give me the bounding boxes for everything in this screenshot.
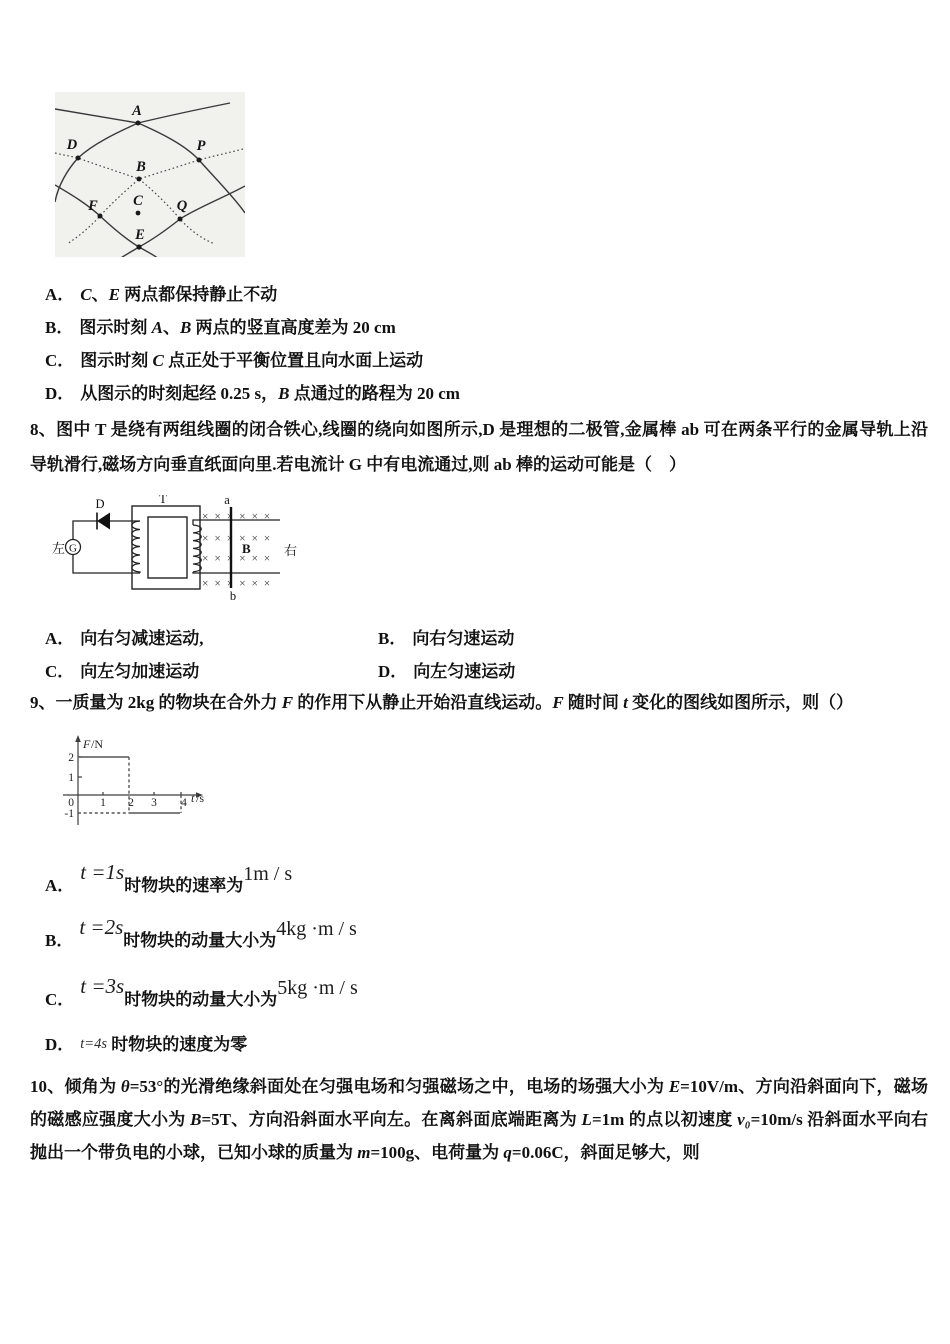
- text-segment: =1m: [591, 1110, 625, 1129]
- q9-option-d: [45, 1034, 247, 1057]
- text-segment: 的作用下从静止开始沿直线运动。: [293, 693, 553, 712]
- ylabel-var: F: [83, 737, 91, 751]
- wave-label-C: C: [133, 193, 143, 209]
- wave-diagram-svg: [55, 92, 245, 257]
- q8-option-a-text: [80, 629, 203, 648]
- text-segment: =53°: [129, 1077, 164, 1096]
- text-segment: 时物块的动量大小为: [124, 990, 278, 1009]
- text-segment: 是理想的二极管,金属棒: [494, 420, 682, 439]
- text-segment: 1m / s: [243, 863, 293, 885]
- field-row-1: × × × × × ×: [202, 511, 272, 523]
- diode-symbol: [97, 513, 110, 530]
- text-segment: t: [623, 693, 628, 712]
- ytick-1: 1: [68, 772, 74, 784]
- text-segment: D: [482, 420, 495, 439]
- text-segment: 变化的图线如图所示，则（）: [627, 693, 854, 712]
- q9-option-c-text: [80, 974, 358, 1009]
- text-segment: t =3s: [80, 974, 125, 998]
- text-segment: θ: [120, 1077, 130, 1096]
- text-segment: E: [668, 1077, 681, 1096]
- circuit-svg: [50, 495, 300, 610]
- q8-option-d-text: [413, 662, 515, 681]
- q8-option-c: [45, 661, 199, 683]
- transformer-circuit-diagram: [50, 495, 300, 610]
- q7-option-a: [45, 285, 460, 305]
- text-segment: 、: [162, 318, 180, 337]
- text-segment: 的物块在合外力: [154, 693, 282, 712]
- q7-option-c-text: [80, 351, 423, 370]
- text-segment: 时物块的动量大小为: [123, 931, 277, 950]
- wave-label-P: P: [196, 138, 206, 154]
- q9-option-d-text: [80, 1035, 247, 1054]
- q7-option-c: [45, 351, 460, 371]
- text-segment: 向左匀加速运动: [80, 662, 200, 681]
- text-segment: 两点的竖直高度差为: [191, 318, 353, 337]
- wave-label-F: F: [88, 198, 98, 214]
- transformer-label: T: [159, 495, 167, 506]
- text-segment: ，: [261, 384, 279, 403]
- text-segment: 向右匀减速运动,: [80, 629, 204, 648]
- q9-option-c-letter: C．: [45, 990, 75, 1009]
- wave-label-E: E: [135, 227, 145, 243]
- text-segment: 可在两条平行的金属导轨上沿导轨滑行,磁场方向垂直纸面向里.若电流计: [30, 420, 929, 474]
- q9-option-d-letter: D．: [45, 1035, 75, 1054]
- q7-option-b-text: [79, 318, 395, 337]
- text-segment: =10V/m: [680, 1077, 739, 1096]
- field-row-3: × × × × × ×: [202, 553, 272, 565]
- field-cross-symbols: [202, 511, 272, 590]
- q8-option-a-letter: A．: [45, 629, 75, 648]
- text-segment: 、方向沿斜面向下，磁场的磁感应强度大小为: [30, 1077, 929, 1129]
- q7-option-c-letter: C．: [45, 351, 75, 370]
- text-segment: t =2s: [79, 915, 124, 939]
- q8-stem: [30, 412, 928, 482]
- text-segment: 、电荷量为: [414, 1143, 504, 1162]
- xtick-3: 3: [151, 797, 157, 809]
- q9-option-a-text: [80, 860, 293, 895]
- wave-label-Q: Q: [176, 198, 188, 214]
- solid-wavefronts: [55, 103, 245, 257]
- text-segment: 是绕有两组线圈的闭合铁心,线圈的绕向如图所示,: [106, 420, 483, 439]
- field-row-2: × × × × × ×: [202, 533, 272, 545]
- rod-a-label: a: [224, 495, 230, 507]
- text-segment: 2kg: [127, 693, 155, 712]
- q7-option-d-letter: D．: [45, 384, 75, 403]
- q10-stem: [30, 1070, 928, 1169]
- text-segment: ，斜面足够大，则: [563, 1143, 700, 1162]
- q8-option-d-letter: D．: [378, 662, 408, 681]
- q9-stem: [30, 692, 928, 714]
- q8-option-b-letter: B．: [378, 629, 407, 648]
- text-segment: 点通过的路程为: [289, 384, 417, 403]
- galvanometer-label: G: [69, 542, 77, 555]
- text-segment: 棒的运动可能是（ ）: [511, 455, 686, 474]
- field-B-label: B: [242, 541, 251, 556]
- text-segment: m: [357, 1143, 371, 1162]
- text-segment: 时物块的速率为: [124, 876, 244, 895]
- text-segment: =0.06C: [511, 1143, 564, 1162]
- wave-label-B: B: [136, 159, 146, 175]
- text-segment: =10m/s: [750, 1110, 803, 1129]
- text-segment: q: [503, 1143, 512, 1162]
- xlabel-unit: /s: [196, 791, 205, 805]
- q9-option-c: [45, 974, 358, 1011]
- q7-option-a-letter: A．: [45, 285, 75, 304]
- q8-option-d: [378, 661, 515, 683]
- ytick-2: 2: [68, 752, 74, 764]
- y-axis-arrow: [75, 735, 81, 742]
- text-segment: C: [80, 285, 92, 304]
- text-segment: v₀: [737, 1110, 751, 1129]
- text-segment: 8、图中: [30, 420, 96, 439]
- text-segment: 20 cm: [352, 318, 396, 337]
- text-segment: 随时间: [563, 693, 624, 712]
- ylabel-unit: /N: [91, 737, 103, 751]
- q7-option-b-letter: B．: [45, 318, 74, 337]
- q7-option-a-text: [80, 285, 277, 304]
- diode-label: D: [95, 497, 105, 511]
- xtick-4: 4: [181, 797, 187, 809]
- text-segment: 图示时刻: [80, 351, 153, 370]
- text-segment: t =1s: [80, 860, 125, 884]
- q7-option-b: [45, 318, 460, 338]
- text-segment: F: [552, 693, 564, 712]
- q7-options: [45, 285, 460, 417]
- q9-option-b: [45, 915, 357, 952]
- q7-option-d-text: [80, 384, 460, 403]
- xtick-2: 2: [128, 797, 134, 809]
- q9-option-b-text: [79, 915, 357, 950]
- text-segment: A: [151, 318, 163, 337]
- text-segment: T: [95, 420, 107, 439]
- text-segment: ab: [493, 455, 512, 474]
- rod-b-label: b: [229, 589, 237, 603]
- ytick-neg1: -1: [64, 808, 74, 820]
- text-segment: 的点以初速度: [624, 1110, 738, 1129]
- wave-interference-diagram: [55, 92, 245, 257]
- force-time-graph: [55, 735, 255, 835]
- text-segment: G: [348, 455, 362, 474]
- q8-option-c-text: [80, 662, 199, 681]
- q8-option-c-letter: C．: [45, 662, 75, 681]
- q9-option-a-letter: A．: [45, 876, 75, 895]
- field-row-4: × × × × × ×: [202, 578, 272, 590]
- q8-option-b-text: [412, 629, 514, 648]
- wave-label-A: A: [132, 103, 142, 119]
- dotted-wavefronts: [55, 149, 243, 244]
- q9-option-b-letter: B．: [45, 931, 74, 950]
- text-segment: B: [278, 384, 290, 403]
- q7-option-d: [45, 384, 460, 404]
- text-segment: B: [190, 1110, 202, 1129]
- right-side-label: 右: [284, 543, 298, 558]
- text-segment: 时物块的速度为零: [107, 1035, 248, 1054]
- text-segment: 5kg ·m / s: [277, 977, 358, 999]
- xtick-1: 1: [100, 797, 106, 809]
- text-segment: 、: [91, 285, 109, 304]
- text-segment: 向右匀速运动: [412, 629, 515, 648]
- primary-coil: [132, 521, 140, 573]
- text-segment: 向左匀速运动: [413, 662, 516, 681]
- text-segment: 20 cm: [417, 384, 460, 403]
- text-segment: =5T: [201, 1110, 231, 1129]
- text-segment: t=4s: [80, 1036, 107, 1052]
- transformer-core-inner: [148, 517, 187, 578]
- graph-svg: [55, 735, 255, 835]
- q8-option-b: [378, 628, 514, 650]
- text-segment: 4kg ·m / s: [276, 918, 357, 940]
- text-segment: 沿斜面水平向右抛出一个带负电的小球，已知小球的质量为: [30, 1110, 929, 1162]
- text-segment: 10、倾角为: [30, 1077, 121, 1096]
- text-segment: 两点都保持静止不动: [119, 285, 278, 304]
- text-segment: E: [108, 285, 120, 304]
- left-side-label: 左: [52, 541, 66, 556]
- wave-label-D: D: [66, 137, 78, 153]
- text-segment: L: [581, 1110, 592, 1129]
- q8-option-a: [45, 628, 204, 650]
- text-segment: 0.25 s: [220, 384, 262, 403]
- text-segment: F: [281, 693, 294, 712]
- text-segment: 9、一质量为: [30, 693, 128, 712]
- text-segment: B: [179, 318, 192, 337]
- text-segment: 点正处于平衡位置且向水面上运动: [163, 351, 424, 370]
- ytick-0: 0: [68, 797, 74, 809]
- xlabel-var: t: [191, 791, 195, 805]
- text-segment: 图示时刻: [79, 318, 152, 337]
- text-segment: C: [152, 351, 164, 370]
- text-segment: ab: [681, 420, 700, 439]
- q9-option-a: [45, 860, 293, 897]
- text-segment: 从图示的时刻起经: [80, 384, 221, 403]
- text-segment: 、方向沿斜面水平向左。在离斜面底端距离为: [231, 1110, 582, 1129]
- graph-tick-labels: [64, 752, 187, 820]
- text-segment: 的光滑绝缘斜面处在匀强电场和匀强磁场之中，电场的场强大小为: [163, 1077, 669, 1096]
- text-segment: =100g: [370, 1143, 415, 1162]
- text-segment: 中有电流通过,则: [361, 455, 494, 474]
